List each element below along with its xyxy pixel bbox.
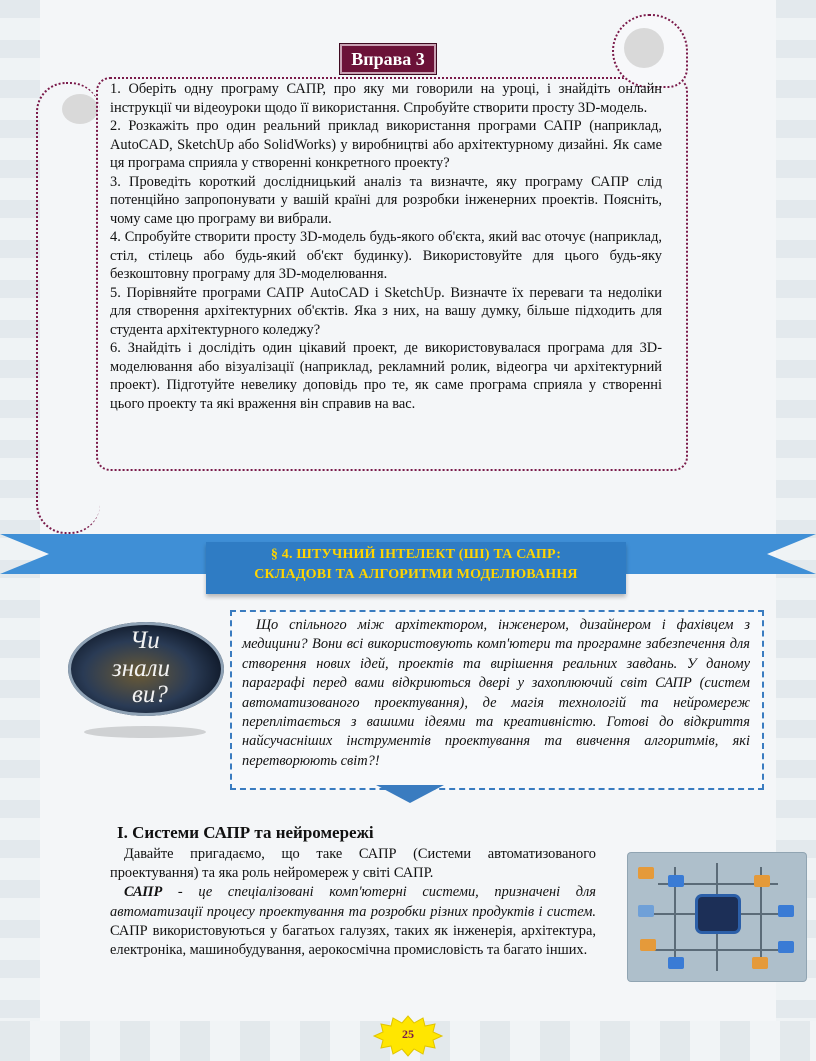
did-you-know-word: Чи bbox=[130, 627, 160, 654]
did-you-know-word: знали bbox=[112, 655, 171, 682]
page-border-left bbox=[0, 0, 40, 1061]
page-number: 25 bbox=[402, 1027, 414, 1041]
exercise-item: 3. Проведіть короткий дослідницький аналіз та визначте, яку програму САПР слід потенційно запропонувати у вашій країні для розробки інженерних проектів. Поясніть, чому саме цю програму ви вибрали. bbox=[110, 173, 662, 227]
page-number-badge bbox=[372, 1014, 444, 1058]
processor-icon bbox=[698, 897, 738, 931]
section-heading-line2: СКЛАДОВІ ТА АЛГОРИТМИ МОДЕЛЮВАННЯ bbox=[254, 567, 578, 582]
badge-shadow bbox=[84, 726, 206, 738]
subsection-body bbox=[110, 845, 596, 960]
scroll-top-curl bbox=[612, 14, 688, 88]
definition-rest: САПР використовуються у багатьох галузях, таких як інженерія, архітектура, електроніка, машинобудування, аерокосмічна промисловість та багато інших. bbox=[110, 922, 596, 959]
subsection-title: I. Системи САПР та нейромережі bbox=[117, 823, 374, 842]
paragraph: Давайте пригадаємо, що таке САПР (Системи автоматизованого проектування) та яка роль нейромереж у світі САПР. bbox=[110, 846, 596, 882]
cad-network-illustration bbox=[628, 853, 806, 981]
exercise-item: 1. Оберіть одну програму САПР, про яку ми говорили на уроці, і знайдіть онлайн інструкції чи відеоуроки щодо її використання. Спробуйте створити просту 3D-модель. bbox=[110, 81, 662, 116]
exercise-item: 5. Порівняйте програми САПР AutoCAD і SketchUp. Визначте їх переваги та недоліки для створення архітектурних об'єктів. Яка з них, на вашу думку, більше підходить для студента архітектурного коледжу? bbox=[110, 284, 662, 338]
section-heading bbox=[206, 545, 626, 585]
definition-text: - це спеціалізовані комп'ютерні системи, призначені для автоматизації процесу проектування та розробки різних продуктів і систем. bbox=[110, 884, 596, 920]
exercise-item: 6. Знайдіть і дослідіть один цікавий проект, де використовувалася програма для 3D-моделювання або візуалізації (наприклад, рекламний ролик, відеогра чи архітектурний проект). Підготуйте невелику доповідь про те, як саме програма сприяла у створенні цього проекту та які враження він справив на вас. bbox=[110, 340, 662, 412]
section-heading-line1: § 4. ШТУЧНИЙ ІНТЕЛЕКТ (ШІ) ТА САПР: bbox=[270, 547, 562, 562]
exercise-item: 4. Спробуйте створити просту 3D-модель будь-якого об'єкта, який вас оточує (наприклад, стіл, стілець або будь-який об'єкт будинку). Використовуйте для цього будь-яку безкоштовну програму для 3D-моделювання. bbox=[110, 229, 662, 282]
intro-box-pointer bbox=[376, 785, 444, 803]
intro-text: Що спільного між архітектором, інженером, дизайнером і фахівцем з медицини? Вони всі використовують комп'ютери та програмне забезпечення для створення нових ідей, проектів та вирішення реальних завдань. У даному параграфі перед вами відкриються двері у захоплюючий світ САПР (систем автоматизованого проектування), де магія технологій та нейромереж переплітається з вашими ідеями та креативністю. Готові до відкриття найсучасніших інструментів проектування та вивчення алгоритмів, які перетворюють світ?! bbox=[242, 617, 750, 769]
definition-term: САПР bbox=[124, 884, 163, 901]
scroll-left-roll bbox=[36, 82, 100, 534]
exercise-item: 2. Розкажіть про один реальний приклад використання програми САПР (наприклад, AutoCAD, SketchUp або SolidWorks) у виробництві або архітектурному дизайні. Як саме ця програма сприяла у створенні конкретного проекту? bbox=[110, 118, 662, 171]
exercise-title: Вправа 3 bbox=[340, 44, 436, 74]
did-you-know-word: ви? bbox=[132, 681, 168, 708]
definition-paragraph bbox=[110, 883, 596, 960]
did-you-know-badge bbox=[68, 622, 224, 716]
exercise-list bbox=[110, 80, 662, 413]
